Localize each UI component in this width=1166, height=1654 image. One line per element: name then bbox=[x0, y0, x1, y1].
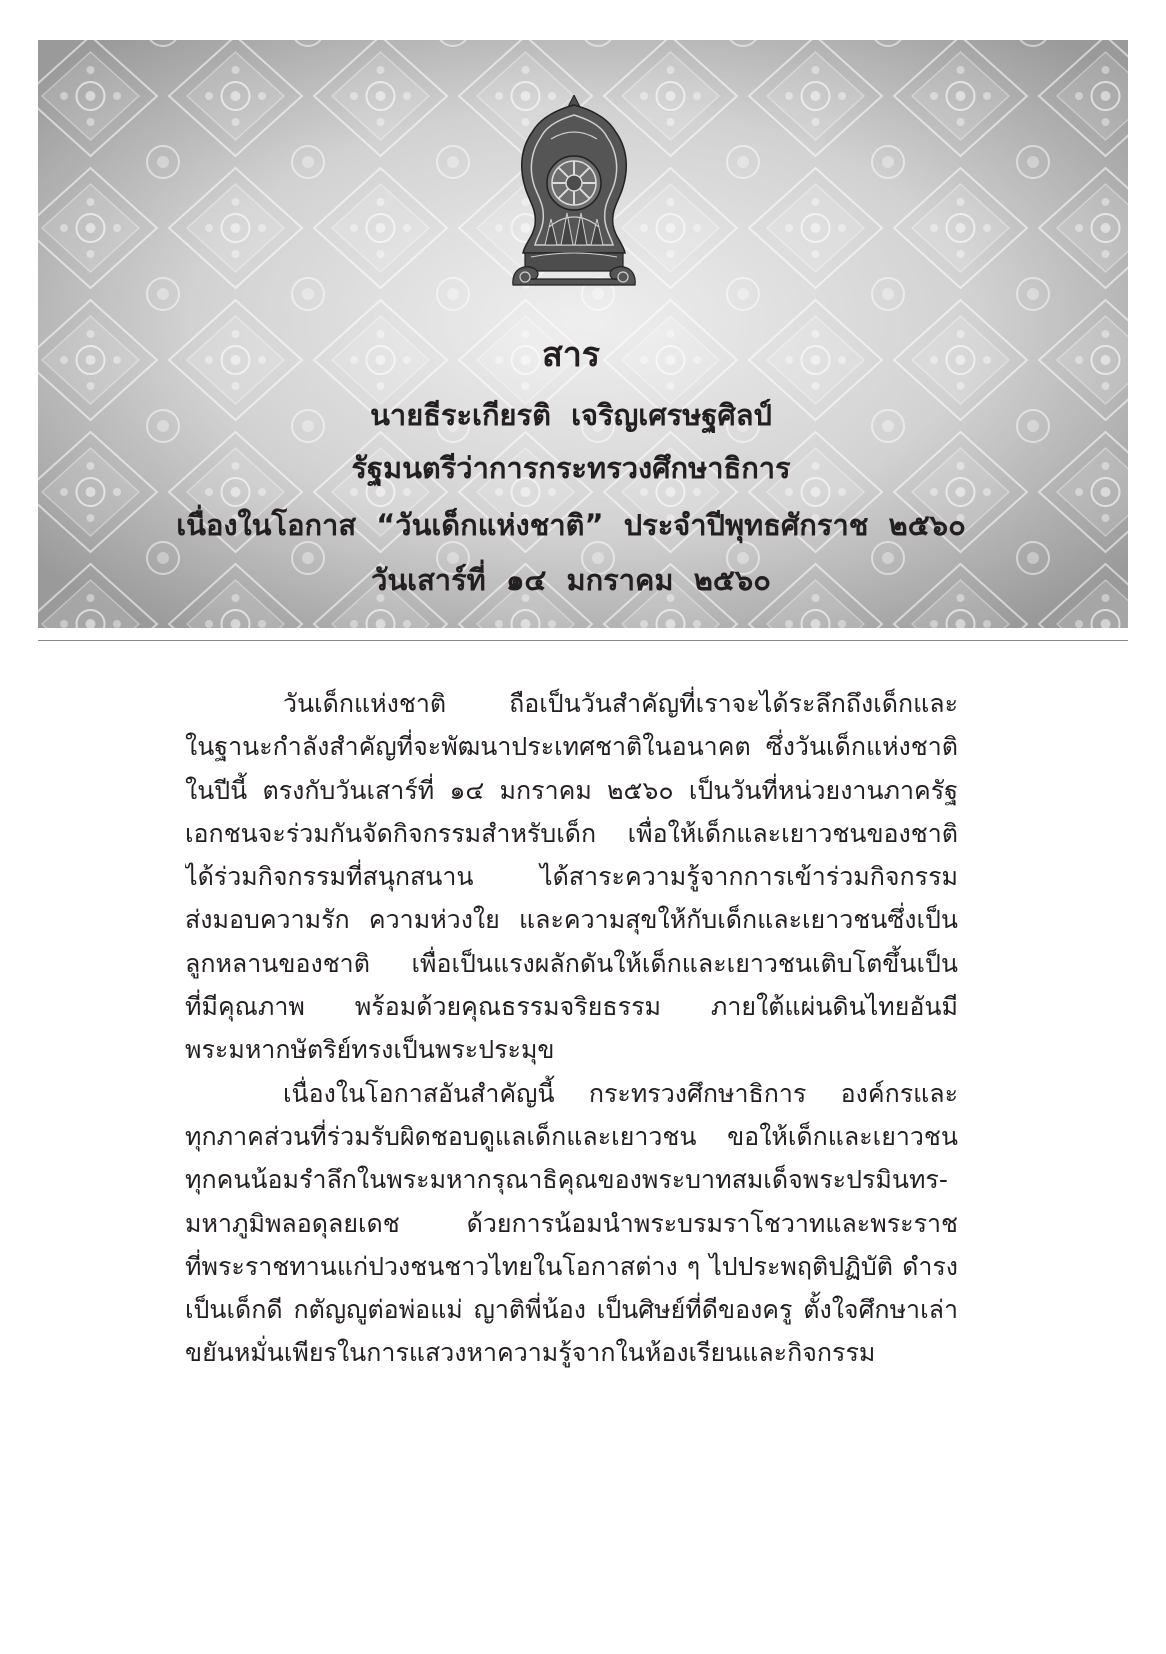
body-line: ทุกคนน้อมรำลึกในพระมหากรุณาธิคุณของพระบาทสมเด็จพระปรมินทร- bbox=[185, 1165, 948, 1195]
body-line: เอกชนจะร่วมกันจัดกิจกรรมสำหรับเด็ก เพื่อให้เด็กและเยาวชนของชาติ bbox=[185, 818, 958, 848]
body-line: ในปีนี้ ตรงกับวันเสาร์ที่ ๑๔ มกราคม ๒๕๖๐ เป็นวันที่หน่วยงานภาครัฐ bbox=[185, 775, 958, 805]
occasion-line: เนื่องในโอกาส “วันเด็กแห่งชาติ” ประจำปีพุทธศักราช ๒๕๖๐ bbox=[176, 508, 966, 542]
header-divider bbox=[38, 640, 1128, 641]
body-line: ลูกหลานของชาติ เพื่อเป็นแรงผลักดันให้เด็กและเยาวชนเติบโตขึ้นเป็น bbox=[185, 948, 958, 978]
header-banner bbox=[38, 40, 1128, 628]
body-line: ที่พระราชทานแก่ปวงชนชาวไทยในโอกาสต่าง ๆ ไปประพฤติปฏิบัติ ดำรง bbox=[185, 1251, 958, 1281]
minister-name: นายธีระเกียรติ เจริญเศรษฐศิลป์ bbox=[370, 398, 772, 432]
paragraph-2 bbox=[185, 1072, 958, 1375]
body-line: ทุกภาคส่วนที่ร่วมรับผิดชอบดูแลเด็กและเยาวชน ขอให้เด็กและเยาวชน bbox=[185, 1121, 958, 1151]
message-body bbox=[185, 682, 958, 1375]
body-line: ที่มีคุณภาพ พร้อมด้วยคุณธรรมจริยธรรม ภายใต้แผ่นดินไทยอันมี bbox=[185, 992, 958, 1022]
body-line: วันเด็กแห่งชาติ ถือเป็นวันสำคัญที่เราจะได้ระลึกถึงเด็กและ bbox=[283, 689, 958, 718]
body-line: พระมหากษัตริย์ทรงเป็นพระประมุข bbox=[185, 1035, 555, 1065]
body-line: มหาภูมิพลอดุลยเดช ด้วยการน้อมนำพระบรมราโชวาทและพระราช bbox=[185, 1208, 958, 1238]
paragraph-1 bbox=[185, 682, 958, 1072]
ministry-emblem bbox=[511, 95, 637, 291]
body-line: ในฐานะกำลังสำคัญที่จะพัฒนาประเทศชาติในอนาคต ซึ่งวันเด็กแห่งชาติ bbox=[185, 732, 958, 762]
message-title: สาร bbox=[541, 335, 601, 375]
minister-position: รัฐมนตรีว่าการกระทรวงศึกษาธิการ bbox=[351, 451, 791, 485]
date-line: วันเสาร์ที่ ๑๔ มกราคม ๒๕๖๐ bbox=[371, 563, 771, 597]
body-line: ได้ร่วมกิจกรรมที่สนุกสนาน ได้สาระความรู้จากการเข้าร่วมกิจกรรม bbox=[185, 862, 958, 892]
body-line: ขยันหมั่นเพียรในการแสวงหาความรู้จากในห้องเรียนและกิจกรรม bbox=[185, 1338, 876, 1368]
body-line: เป็นเด็กดี กตัญญูต่อพ่อแม่ ญาติพี่น้อง เป็นศิษย์ที่ดีของครู ตั้งใจศึกษาเล่า bbox=[185, 1295, 958, 1325]
body-line: ส่งมอบความรัก ความห่วงใย และความสุขให้กับเด็กและเยาวชนซึ่งเป็น bbox=[185, 905, 958, 935]
body-line: เนื่องในโอกาสอันสำคัญนี้ กระทรวงศึกษาธิการ องค์กรและ bbox=[283, 1078, 958, 1108]
